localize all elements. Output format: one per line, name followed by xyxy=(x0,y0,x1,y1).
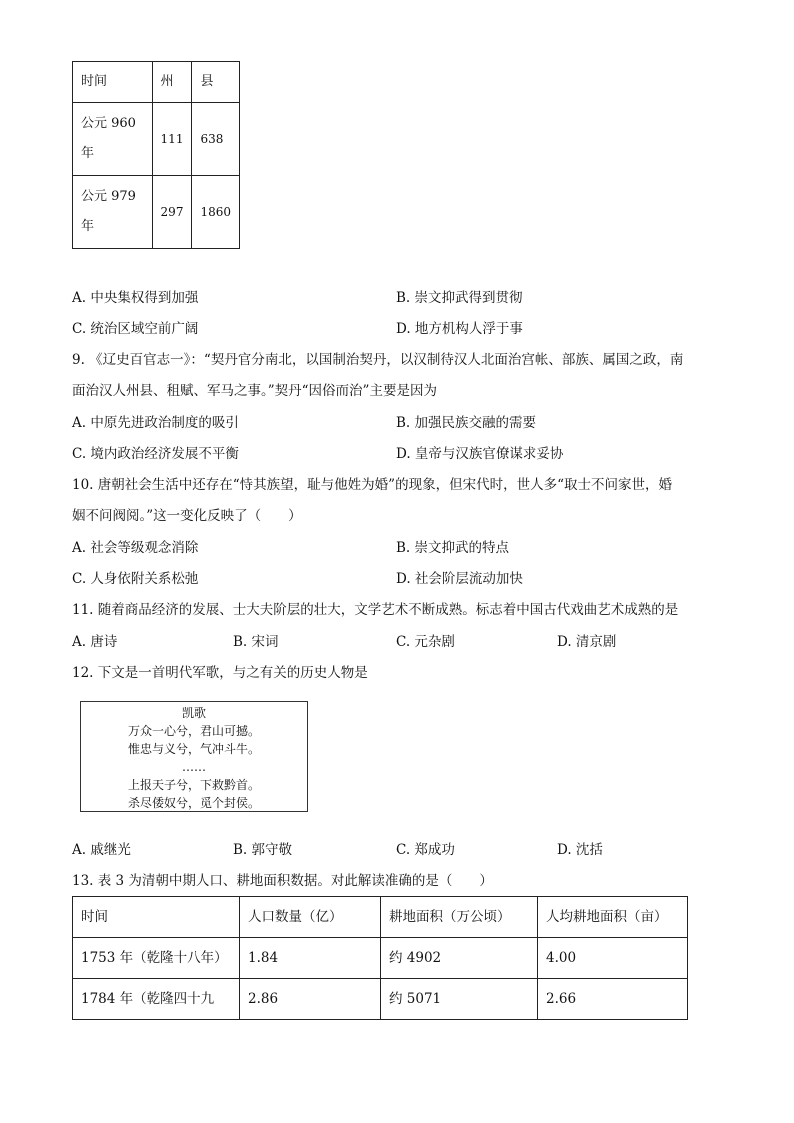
table-cell: 1784 年（乾隆四十九 xyxy=(73,979,240,1020)
option-b: B. 宋词 xyxy=(233,634,279,650)
option-c: C. 境内政治经济发展不平衡 xyxy=(72,446,239,462)
table-cell: 2.66 xyxy=(538,979,688,1020)
option-b: B. 郭守敬 xyxy=(233,842,293,858)
table-header-cell: 州 xyxy=(152,62,192,103)
table-header-row xyxy=(73,897,688,938)
question-12-stem: 12. 下文是一首明代军歌，与之有关的历史人物是 xyxy=(72,665,368,681)
table-cell: 638 xyxy=(192,103,240,176)
option-c: C. 元杂剧 xyxy=(396,634,455,650)
option-a: A. 中央集权得到加强 xyxy=(72,290,199,306)
option-d: D. 沈括 xyxy=(557,842,603,858)
option-a: A. 唐诗 xyxy=(72,634,118,650)
table-cell: 公元 979 年 xyxy=(73,176,153,249)
military-song-box xyxy=(80,701,308,812)
table-cell: 公元 960 年 xyxy=(73,103,153,176)
table-cell: 约 4902 xyxy=(381,938,538,979)
question-9-stem-line1: 9. 《辽史百官志一》：“契丹官分南北，以国制治契丹，以汉制待汉人北面治宫帐、部族、属国之政，南 xyxy=(72,352,684,368)
table-header-row xyxy=(73,62,240,103)
question-13-stem: 13. 表 3 为清朝中期人口、耕地面积数据。对此解读准确的是（ ） xyxy=(72,873,493,889)
table-cell: 4.00 xyxy=(538,938,688,979)
table-cell: 1.84 xyxy=(240,938,381,979)
table-cell: 111 xyxy=(152,103,192,176)
option-d: D. 地方机构人浮于事 xyxy=(396,321,523,337)
table-row xyxy=(73,103,240,176)
option-a: A. 社会等级观念消除 xyxy=(72,540,199,556)
option-b: B. 崇文抑武的特点 xyxy=(396,540,510,556)
question-9-stem-line2: 面治汉人州县、租赋、军马之事。”契丹“因俗而治”主要是因为 xyxy=(72,383,437,399)
option-d: D. 皇帝与汉族官僚谋求妥协 xyxy=(396,446,564,462)
table-cell: 297 xyxy=(152,176,192,249)
poem-line: 杀尽倭奴兮，觅个封侯。 xyxy=(127,796,260,810)
poem-title: 凯歌 xyxy=(181,706,206,720)
table-cell: 2.86 xyxy=(240,979,381,1020)
table-header-cell: 时间 xyxy=(73,897,240,938)
poem-line: 上报天子兮，下救黔首。 xyxy=(127,778,260,792)
population-table-prefectures xyxy=(72,61,240,249)
question-11-stem: 11. 随着商品经济的发展、士大夫阶层的壮大，文学艺术不断成熟。标志着中国古代戏曲艺术成熟的是 xyxy=(72,602,679,618)
population-farmland-table xyxy=(72,896,688,1020)
option-d: D. 清京剧 xyxy=(557,634,617,650)
option-c: C. 人身依附关系松弛 xyxy=(72,571,199,587)
table-row xyxy=(73,979,688,1020)
table-header-cell: 县 xyxy=(192,62,240,103)
poem-ellipsis: …… xyxy=(182,760,206,774)
table-header-cell: 时间 xyxy=(73,62,153,103)
question-10-stem-line1: 10. 唐朝社会生活中还存在“恃其族望，耻与他姓为婚”的现象，但宋代时，世人多“取士不问家世，婚 xyxy=(72,477,672,493)
question-10-stem-line2: 姻不问阀阅。”这一变化反映了（ ） xyxy=(72,508,302,524)
table-cell: 1860 xyxy=(192,176,240,249)
table-header-cell: 人均耕地面积（亩） xyxy=(538,897,688,938)
table-header-cell: 耕地面积（万公顷） xyxy=(381,897,538,938)
poem-line: 惟忠与义兮，气冲斗牛。 xyxy=(127,742,260,756)
option-b: B. 加强民族交融的需要 xyxy=(396,415,537,431)
option-c: C. 统治区域空前广阔 xyxy=(72,321,199,337)
option-b: B. 崇文抑武得到贯彻 xyxy=(396,290,523,306)
option-a: A. 戚继光 xyxy=(72,842,131,858)
option-c: C. 郑成功 xyxy=(396,842,455,858)
option-d: D. 社会阶层流动加快 xyxy=(396,571,523,587)
table-cell: 约 5071 xyxy=(381,979,538,1020)
table-header-cell: 人口数量（亿） xyxy=(240,897,381,938)
table-row xyxy=(73,938,688,979)
table-row xyxy=(73,176,240,249)
poem-line: 万众一心兮，君山可撼。 xyxy=(127,724,260,738)
table-cell: 1753 年（乾隆十八年） xyxy=(73,938,240,979)
option-a: A. 中原先进政治制度的吸引 xyxy=(72,415,239,431)
